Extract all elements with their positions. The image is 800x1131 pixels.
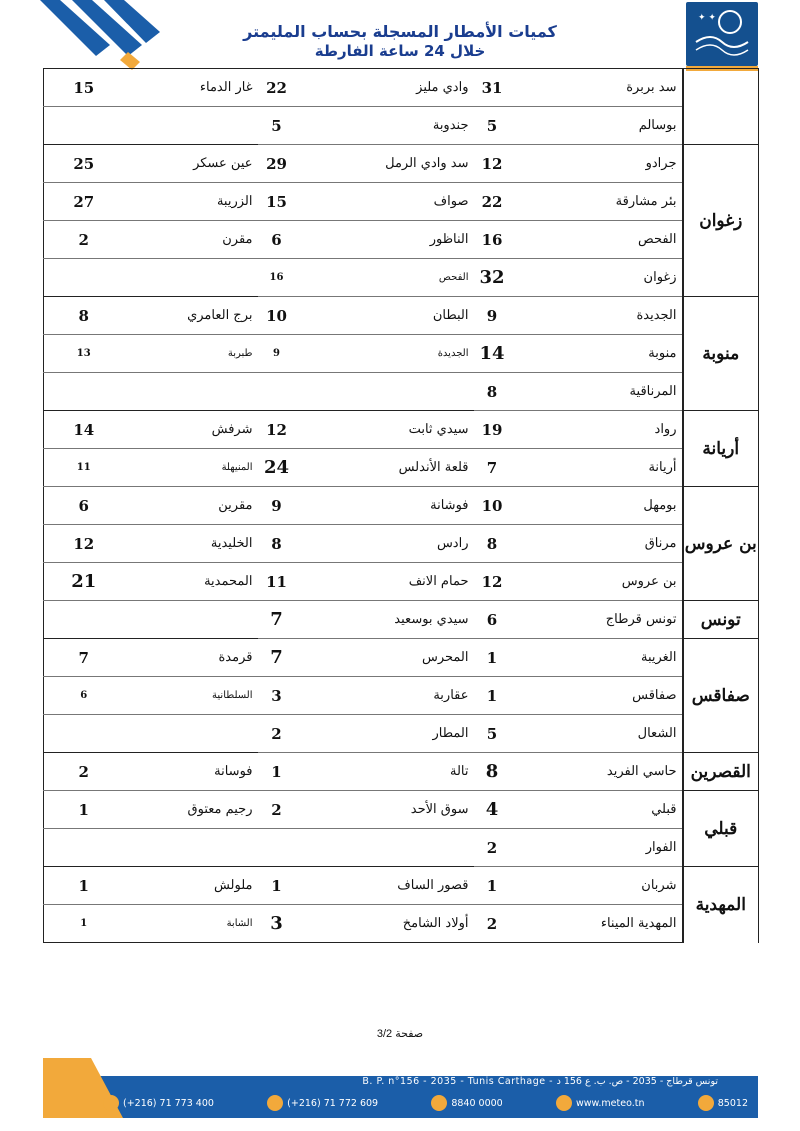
rain-value: 11 bbox=[44, 449, 124, 487]
table-row bbox=[44, 221, 759, 259]
station-name: جندوبة bbox=[296, 107, 474, 145]
station-name: حاسي الفريد bbox=[511, 753, 683, 791]
rain-value: 2 bbox=[258, 791, 296, 829]
footer-website[interactable]: www.meteo.tn bbox=[575, 1097, 645, 1109]
footer bbox=[43, 1058, 758, 1118]
rain-value: 16 bbox=[474, 221, 511, 259]
station-name: سيدي بوسعيد bbox=[296, 601, 474, 639]
rain-value: 6 bbox=[44, 487, 124, 525]
station-name: تونس قرطاج bbox=[511, 601, 683, 639]
station-name: الشابة bbox=[124, 905, 258, 943]
footer-toll-free: 8840 0000 bbox=[451, 1097, 503, 1109]
station-name: برج العامري bbox=[124, 297, 258, 335]
rain-value: 25 bbox=[44, 145, 124, 183]
station-name: الفحص bbox=[511, 221, 683, 259]
station-name: الزريبة bbox=[124, 183, 258, 221]
rain-value bbox=[44, 259, 124, 297]
rain-value: 1 bbox=[474, 639, 511, 677]
station-name: المرناقية bbox=[511, 373, 683, 411]
rain-value: 32 bbox=[474, 259, 511, 297]
table-row bbox=[44, 69, 759, 107]
station-name: غار الدماء bbox=[124, 69, 258, 107]
station-name: سد بربرة bbox=[511, 69, 683, 107]
rain-value: 5 bbox=[474, 715, 511, 753]
rain-value: 12 bbox=[44, 525, 124, 563]
rain-value: 8 bbox=[474, 753, 511, 791]
table-row bbox=[44, 411, 759, 449]
station-name: المهدية الميناء bbox=[511, 905, 683, 943]
table-row bbox=[44, 259, 759, 297]
table-row bbox=[44, 525, 759, 563]
station-name: الشعال bbox=[511, 715, 683, 753]
rain-value: 2 bbox=[474, 905, 511, 943]
rain-value bbox=[44, 373, 124, 411]
station-name: بوسالم bbox=[511, 107, 683, 145]
station-name: رجيم معتوق bbox=[124, 791, 258, 829]
rain-value: 7 bbox=[258, 601, 296, 639]
rain-value: 5 bbox=[258, 107, 296, 145]
station-name: سوق الأحد bbox=[296, 791, 474, 829]
region-name: القصرين bbox=[683, 753, 759, 791]
station-name: ملولش bbox=[124, 867, 258, 905]
sms-icon bbox=[698, 1095, 714, 1111]
region-name: زغوان bbox=[683, 145, 759, 297]
station-name: تالة bbox=[296, 753, 474, 791]
rain-value: 8 bbox=[474, 525, 511, 563]
rain-value: 15 bbox=[258, 183, 296, 221]
table-row bbox=[44, 753, 759, 791]
rain-value: 1 bbox=[258, 753, 296, 791]
station-name: فوشانة bbox=[296, 487, 474, 525]
region-name: تونس bbox=[683, 601, 759, 639]
rain-value: 6 bbox=[474, 601, 511, 639]
region-name: أريانة bbox=[683, 411, 759, 487]
station-name: الجديدة bbox=[296, 335, 474, 373]
station-name: المنيهلة bbox=[124, 449, 258, 487]
rain-value: 29 bbox=[258, 145, 296, 183]
station-name bbox=[124, 715, 258, 753]
rain-value: 22 bbox=[258, 69, 296, 107]
rain-value: 10 bbox=[474, 487, 511, 525]
rain-value: 11 bbox=[258, 563, 296, 601]
rain-value: 6 bbox=[44, 677, 124, 715]
globe-icon bbox=[556, 1095, 572, 1111]
station-name: مرناق bbox=[511, 525, 683, 563]
station-name: المحمدية bbox=[124, 563, 258, 601]
rain-value: 24 bbox=[258, 449, 296, 487]
station-name: الغريبة bbox=[511, 639, 683, 677]
rain-value: 12 bbox=[474, 563, 511, 601]
station-name: بن عروس bbox=[511, 563, 683, 601]
rain-value bbox=[44, 107, 124, 145]
station-name: بئر مشارقة bbox=[511, 183, 683, 221]
table-row bbox=[44, 449, 759, 487]
station-name: عقاربة bbox=[296, 677, 474, 715]
rain-value: 13 bbox=[44, 335, 124, 373]
station-name: سيدي ثابت bbox=[296, 411, 474, 449]
table-row bbox=[44, 335, 759, 373]
header-stripes-decoration bbox=[0, 0, 170, 75]
station-name: المحرس bbox=[296, 639, 474, 677]
rain-value: 2 bbox=[258, 715, 296, 753]
rain-value: 2 bbox=[44, 753, 124, 791]
station-name: المطار bbox=[296, 715, 474, 753]
rain-value: 8 bbox=[474, 373, 511, 411]
table-row bbox=[44, 145, 759, 183]
rain-value: 7 bbox=[44, 639, 124, 677]
document-title: كميات الأمطار المسجلة بحساب المليمتر bbox=[243, 22, 557, 41]
station-name: الخليدية bbox=[124, 525, 258, 563]
region-name: المهدية bbox=[683, 867, 759, 943]
station-name: أولاد الشامخ bbox=[296, 905, 474, 943]
station-name: مقرين bbox=[124, 487, 258, 525]
station-name: السلطانية bbox=[124, 677, 258, 715]
rain-value: 2 bbox=[474, 829, 511, 867]
rain-value: 16 bbox=[258, 259, 296, 297]
rain-value: 6 bbox=[258, 221, 296, 259]
rain-value: 1 bbox=[258, 867, 296, 905]
station-name bbox=[124, 259, 258, 297]
region-name: بن عروس bbox=[683, 487, 759, 601]
station-name: الفحص bbox=[296, 259, 474, 297]
rain-value: 7 bbox=[474, 449, 511, 487]
fax-icon bbox=[267, 1095, 283, 1111]
table-row bbox=[44, 487, 759, 525]
station-name: منوبة bbox=[511, 335, 683, 373]
footer-sms: 85012 bbox=[717, 1097, 748, 1109]
station-name: وادي مليز bbox=[296, 69, 474, 107]
station-name: بومهل bbox=[511, 487, 683, 525]
phone-icon bbox=[103, 1095, 119, 1111]
region-name: صفاقس bbox=[683, 639, 759, 753]
table-row bbox=[44, 107, 759, 145]
footer-fax: (+216) 71 772 609 bbox=[287, 1097, 379, 1109]
station-name: شربان bbox=[511, 867, 683, 905]
region-name bbox=[683, 69, 759, 145]
station-name: طبربة bbox=[124, 335, 258, 373]
table-row bbox=[44, 791, 759, 829]
footer-address: B. P. n°156 - 2035 - Tunis Carthage - تونس قرطاج - 2035 - ص. ب. ع 156 د bbox=[362, 1076, 718, 1087]
station-name: صواف bbox=[296, 183, 474, 221]
rain-value bbox=[44, 715, 124, 753]
rain-value: 1 bbox=[474, 867, 511, 905]
station-name: الجديدة bbox=[511, 297, 683, 335]
rain-value: 27 bbox=[44, 183, 124, 221]
station-name: حمام الانف bbox=[296, 563, 474, 601]
rain-value: 9 bbox=[258, 335, 296, 373]
toll-free-icon bbox=[431, 1095, 447, 1111]
region-name: منوبة bbox=[683, 297, 759, 411]
table-row bbox=[44, 905, 759, 943]
region-name: قبلي bbox=[683, 791, 759, 867]
rain-value: 1 bbox=[44, 867, 124, 905]
rain-value: 2 bbox=[44, 221, 124, 259]
rainfall-table bbox=[43, 68, 759, 943]
station-name: أريانة bbox=[511, 449, 683, 487]
station-name: قبلي bbox=[511, 791, 683, 829]
rain-value bbox=[44, 601, 124, 639]
station-name: الفوار bbox=[511, 829, 683, 867]
table-row bbox=[44, 297, 759, 335]
station-name: قلعة الأندلس bbox=[296, 449, 474, 487]
rain-value: 15 bbox=[44, 69, 124, 107]
station-name: الناظور bbox=[296, 221, 474, 259]
rain-value: 3 bbox=[258, 677, 296, 715]
station-name: فوسانة bbox=[124, 753, 258, 791]
station-name: رواد bbox=[511, 411, 683, 449]
rain-value: 3 bbox=[258, 905, 296, 943]
rain-value bbox=[258, 373, 296, 411]
footer-phone: (+216) 71 773 400 bbox=[123, 1097, 214, 1109]
station-name bbox=[124, 601, 258, 639]
station-name bbox=[124, 373, 258, 411]
station-name: مقرن bbox=[124, 221, 258, 259]
rain-value bbox=[258, 829, 296, 867]
station-name bbox=[124, 107, 258, 145]
station-name: صفاقس bbox=[511, 677, 683, 715]
rain-value: 14 bbox=[474, 335, 511, 373]
rain-value: 10 bbox=[258, 297, 296, 335]
table-row bbox=[44, 183, 759, 221]
station-name: قصور الساف bbox=[296, 867, 474, 905]
rain-value: 12 bbox=[474, 145, 511, 183]
station-name: البطان bbox=[296, 297, 474, 335]
table-row bbox=[44, 373, 759, 411]
rain-value: 14 bbox=[44, 411, 124, 449]
station-name: قرمدة bbox=[124, 639, 258, 677]
table-row bbox=[44, 829, 759, 867]
table-row bbox=[44, 677, 759, 715]
station-name: زغوان bbox=[511, 259, 683, 297]
rain-value: 22 bbox=[474, 183, 511, 221]
page-number: صفحة 3/2 bbox=[376, 1028, 424, 1040]
table-row bbox=[44, 867, 759, 905]
rain-value: 21 bbox=[44, 563, 124, 601]
rain-value: 1 bbox=[44, 791, 124, 829]
station-name: شرفش bbox=[124, 411, 258, 449]
rain-value bbox=[44, 829, 124, 867]
rain-value: 19 bbox=[474, 411, 511, 449]
rain-value: 8 bbox=[258, 525, 296, 563]
station-name: عين عسكر bbox=[124, 145, 258, 183]
rain-value: 9 bbox=[258, 487, 296, 525]
station-name: رادس bbox=[296, 525, 474, 563]
rain-value: 4 bbox=[474, 791, 511, 829]
table-row bbox=[44, 563, 759, 601]
rain-value: 7 bbox=[258, 639, 296, 677]
rain-value: 1 bbox=[474, 677, 511, 715]
rain-value: 9 bbox=[474, 297, 511, 335]
table-row bbox=[44, 639, 759, 677]
station-name bbox=[124, 829, 258, 867]
svg-text:✦ ✦: ✦ ✦ bbox=[698, 13, 716, 23]
rain-value: 8 bbox=[44, 297, 124, 335]
station-name bbox=[296, 373, 474, 411]
rain-value: 1 bbox=[44, 905, 124, 943]
rain-value: 31 bbox=[474, 69, 511, 107]
table-row bbox=[44, 715, 759, 753]
rain-value: 5 bbox=[474, 107, 511, 145]
table-row bbox=[44, 601, 759, 639]
document-subtitle: خلال 24 ساعة الفارطة bbox=[314, 42, 486, 60]
institute-logo bbox=[686, 2, 758, 66]
rain-value: 12 bbox=[258, 411, 296, 449]
station-name: سد وادي الرمل bbox=[296, 145, 474, 183]
station-name bbox=[296, 829, 474, 867]
station-name: جرادو bbox=[511, 145, 683, 183]
